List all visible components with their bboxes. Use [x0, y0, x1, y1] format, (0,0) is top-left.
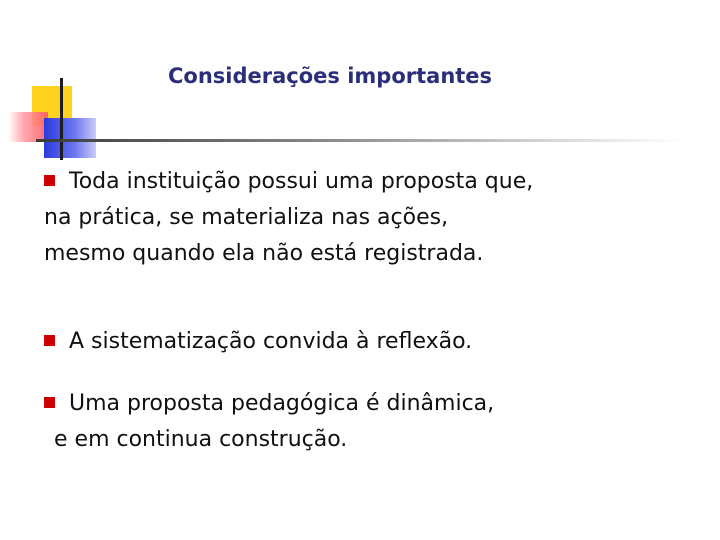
bullet-3-line-2: e em continua construção.: [54, 427, 348, 452]
square-bullet-icon: [44, 175, 55, 186]
logo-red-square: [8, 112, 48, 142]
bullet-item-2: [44, 324, 704, 360]
square-bullet-icon: [44, 397, 55, 408]
bullet-3-line-1: Uma proposta pedagógica é dinâmica,: [69, 391, 495, 416]
bullet-1-line-2: na prática, se materializa nas ações,: [44, 205, 449, 230]
slide-title: Considerações importantes: [168, 64, 493, 88]
bullet-1-line-3: mesmo quando ela não está registrada.: [44, 241, 484, 266]
square-bullet-icon: [44, 335, 55, 346]
logo-vertical-line: [60, 78, 63, 160]
logo-blue-square: [44, 118, 96, 158]
bullet-item-3: [44, 386, 704, 458]
bullet-item-1: [44, 164, 704, 272]
title-divider: [36, 139, 686, 142]
bullet-2-line-1: A sistematização convida à reflexão.: [69, 329, 473, 354]
bullet-1-line-1: Toda instituição possui uma proposta que,: [69, 169, 534, 194]
